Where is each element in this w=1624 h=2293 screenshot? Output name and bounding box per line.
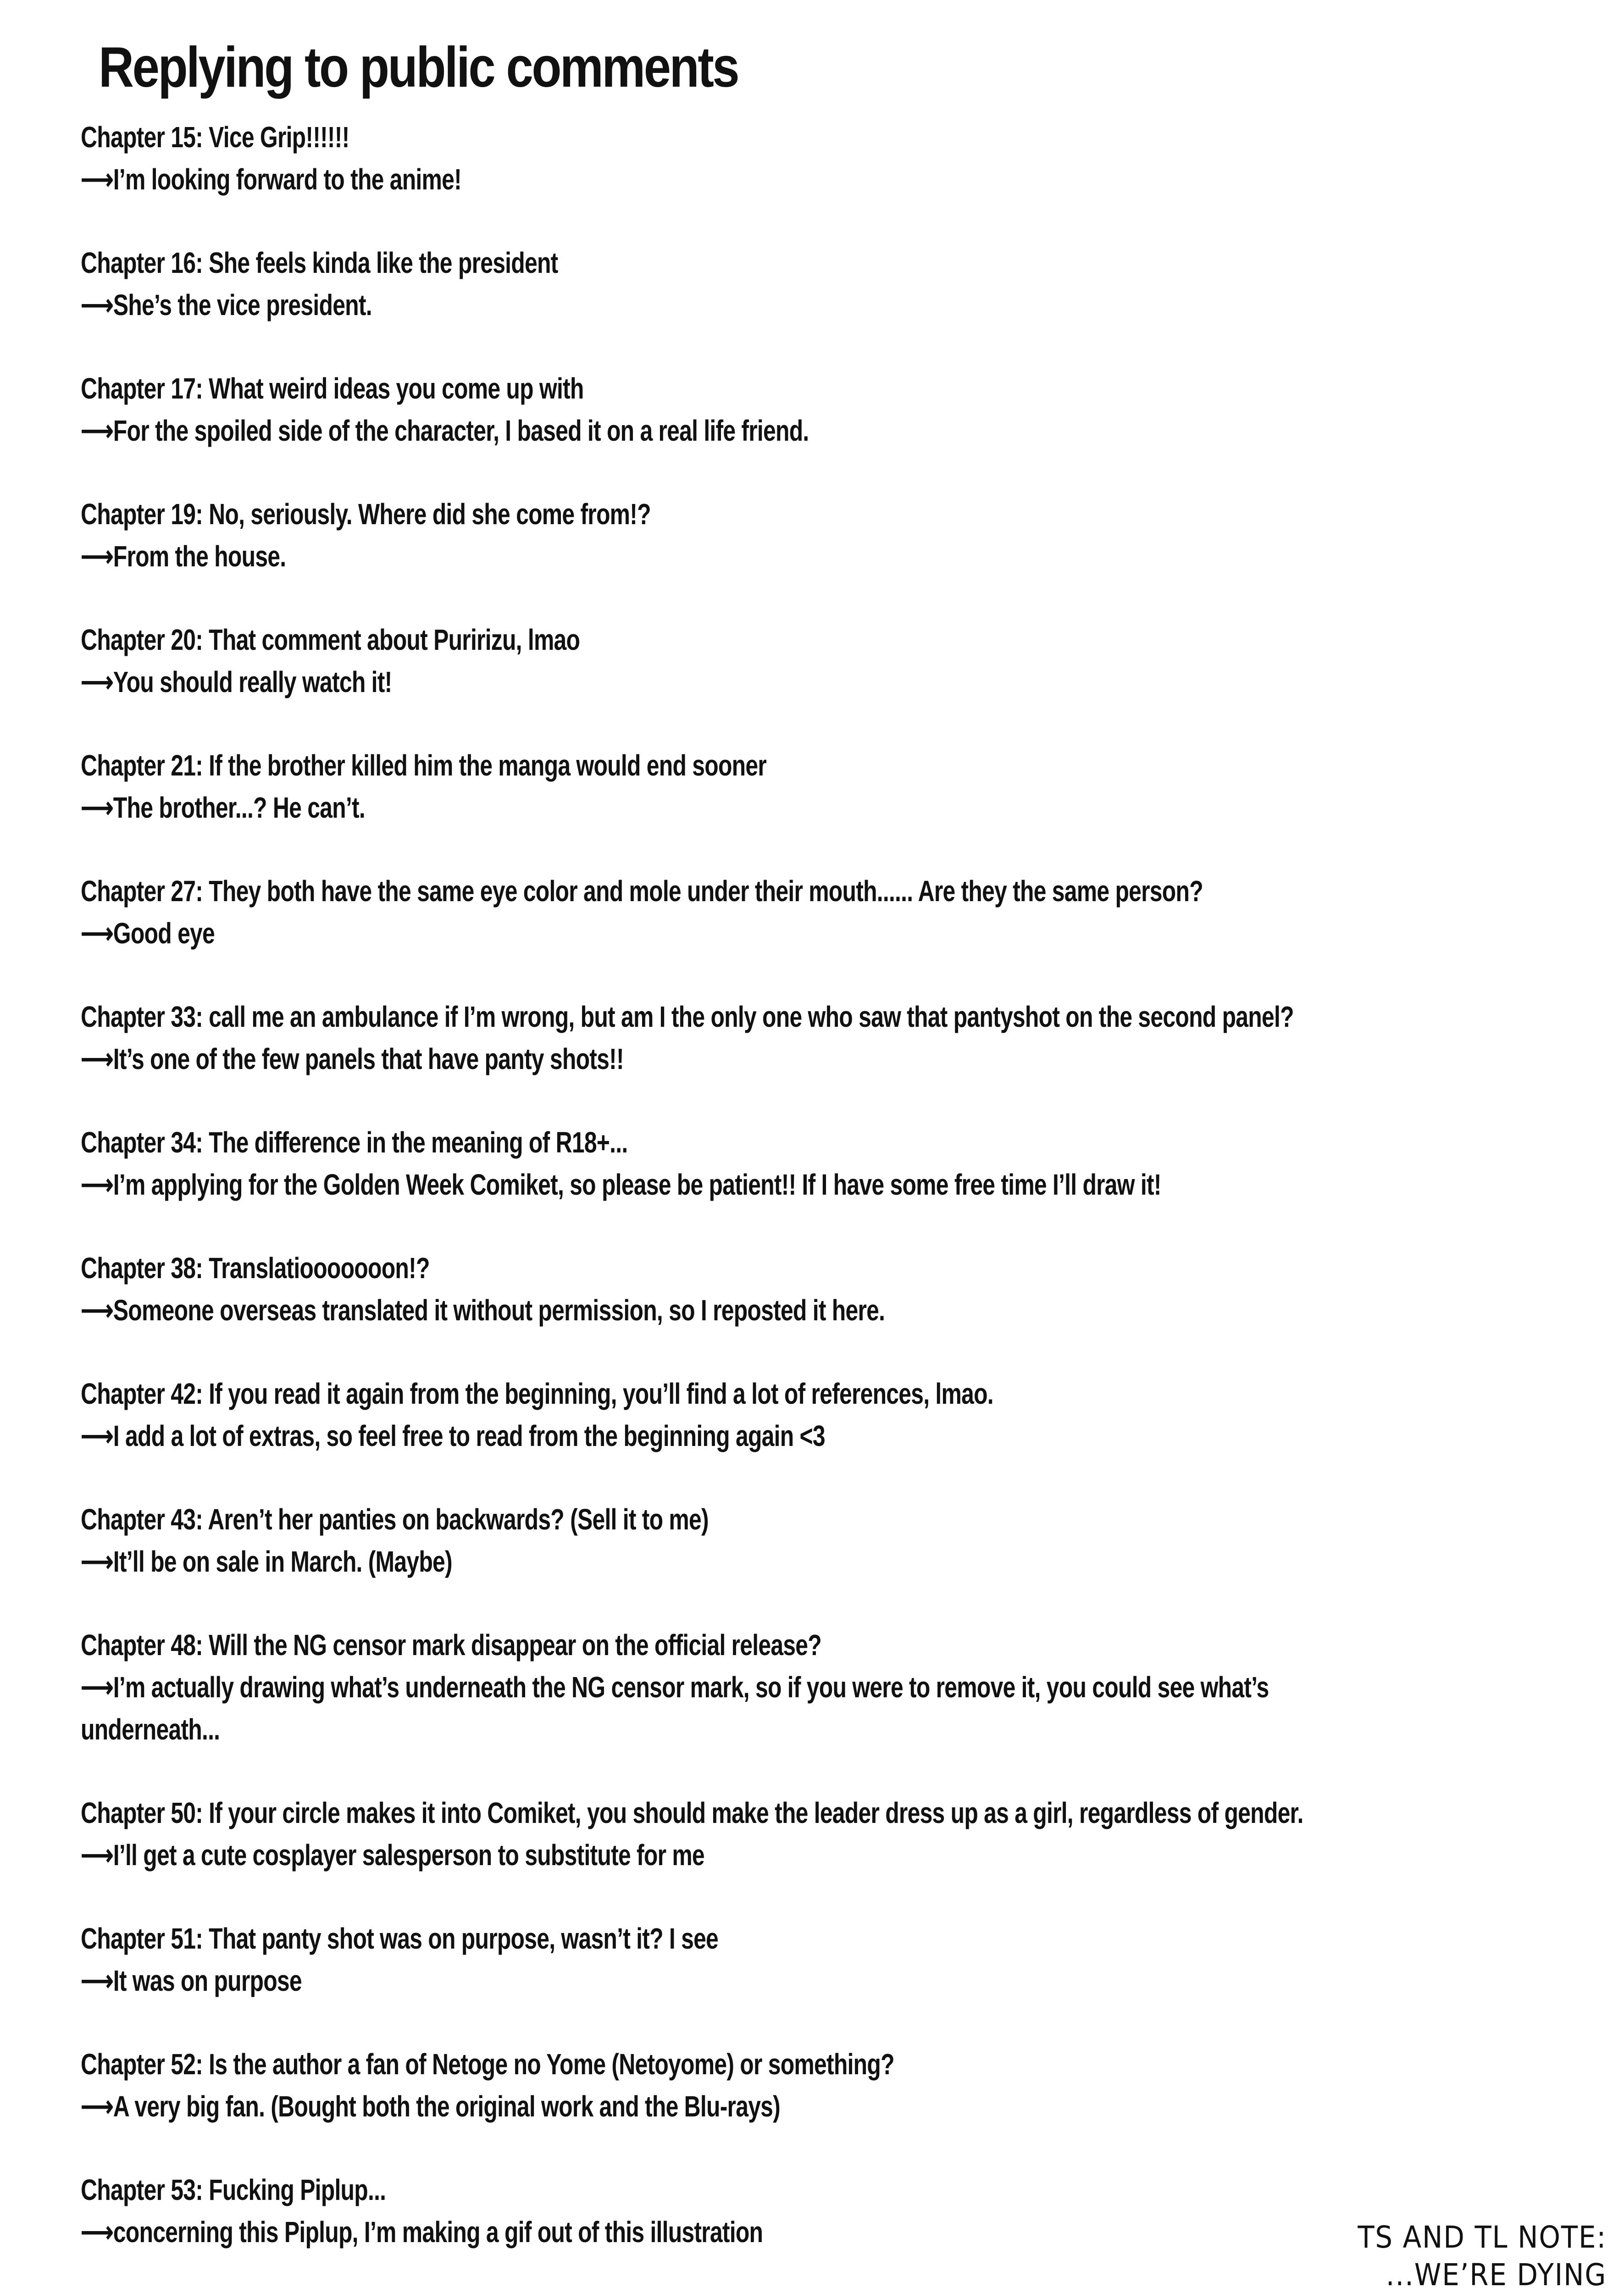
arrow-icon: ⟶ bbox=[81, 414, 113, 447]
arrow-icon: ⟶ bbox=[81, 163, 113, 196]
comment-entry bbox=[81, 493, 1386, 577]
comment-question: Chapter 15: Vice Grip!!!!!! bbox=[81, 121, 349, 154]
comment-entry bbox=[81, 1624, 1386, 1750]
comment-question: Chapter 52: Is the author a fan of Netoge no Yome (Netoyome) or something? bbox=[81, 2048, 894, 2081]
comment-question: Chapter 34: The difference in the meaning of R18+... bbox=[81, 1126, 628, 1159]
comment-answer bbox=[81, 1289, 1386, 1331]
comment-entry bbox=[81, 116, 1386, 200]
comment-entry bbox=[81, 870, 1386, 954]
comment-question: Chapter 48: Will the NG censor mark disappear on the official release? bbox=[81, 1628, 821, 1662]
comment-entry bbox=[81, 2169, 1386, 2253]
comment-answer bbox=[81, 1163, 1386, 1206]
comment-answer-text: It’ll be on sale in March. (Maybe) bbox=[113, 1545, 452, 1578]
comment-answer-text: I’m actually drawing what’s underneath the NG censor mark, so if you were to remove it, you could see what’s underneath... bbox=[81, 1671, 1275, 1746]
comment-answer bbox=[81, 786, 1386, 829]
translator-note-line-2: ...WE’RE DYING bbox=[1386, 2257, 1607, 2293]
comment-answer-text: A very big fan. (Bought both the original work and the Blu-rays) bbox=[113, 2090, 780, 2123]
arrow-icon: ⟶ bbox=[81, 540, 113, 573]
comment-entry bbox=[81, 1373, 1386, 1457]
translator-note-line-1: TS AND TL NOTE: bbox=[1358, 2220, 1607, 2255]
comment-answer-text: It’s one of the few panels that have panty shots!! bbox=[113, 1042, 624, 1075]
comment-answer bbox=[81, 158, 1386, 200]
arrow-icon: ⟶ bbox=[81, 1294, 113, 1327]
comment-answer-text: From the house. bbox=[113, 540, 286, 573]
comment-entry bbox=[81, 1792, 1386, 1876]
comment-answer-text: I add a lot of extras, so feel free to read from the beginning again <3 bbox=[113, 1419, 825, 1452]
comment-answer bbox=[81, 1960, 1386, 2002]
arrow-icon: ⟶ bbox=[81, 1839, 113, 1872]
comment-entry bbox=[81, 1247, 1386, 1331]
comment-question: Chapter 16: She feels kinda like the president bbox=[81, 246, 558, 279]
comment-answer bbox=[81, 912, 1386, 954]
comment-answer-text: The brother...? He can’t. bbox=[113, 791, 365, 824]
comment-answer-text: It was on purpose bbox=[113, 1964, 302, 1997]
comment-question: Chapter 42: If you read it again from the beginning, you’ll find a lot of references, lmao. bbox=[81, 1377, 993, 1410]
arrow-icon: ⟶ bbox=[81, 1168, 113, 1201]
comment-answer bbox=[81, 1540, 1386, 1583]
comment-answer-text: You should really watch it! bbox=[113, 665, 392, 698]
comment-entry bbox=[81, 1121, 1386, 1206]
arrow-icon: ⟶ bbox=[81, 1042, 113, 1075]
arrow-icon: ⟶ bbox=[81, 1964, 113, 1997]
comment-answer-text: I’m applying for the Golden Week Comiket, so please be patient!! If I have some free time I’ll draw it! bbox=[113, 1168, 1161, 1201]
comment-answer-text: Someone overseas translated it without permission, so I reposted it here. bbox=[113, 1294, 885, 1327]
comment-answer bbox=[81, 2085, 1386, 2127]
comment-entry bbox=[81, 1498, 1386, 1583]
comment-entry bbox=[81, 2043, 1386, 2127]
comment-answer bbox=[81, 2211, 1386, 2253]
comment-answer bbox=[81, 1834, 1386, 1876]
arrow-icon: ⟶ bbox=[81, 665, 113, 698]
comment-entry bbox=[81, 744, 1386, 829]
page-title: Replying to public comments bbox=[99, 36, 738, 99]
comment-answer bbox=[81, 535, 1386, 577]
arrow-icon: ⟶ bbox=[81, 2090, 113, 2123]
comment-question: Chapter 50: If your circle makes it into Comiket, you should make the leader dress up as a girl, regardless of gender. bbox=[81, 1796, 1303, 1829]
comment-entry bbox=[81, 242, 1386, 326]
arrow-icon: ⟶ bbox=[81, 2215, 113, 2249]
comment-question: Chapter 51: That panty shot was on purpose, wasn’t it? I see bbox=[81, 1922, 719, 1955]
comment-answer bbox=[81, 661, 1386, 703]
comment-answer bbox=[81, 410, 1386, 452]
comment-list bbox=[81, 116, 1411, 2293]
comment-answer bbox=[81, 1038, 1386, 1080]
comment-answer-text: She’s the vice president. bbox=[113, 288, 372, 321]
comment-question: Chapter 27: They both have the same eye color and mole under their mouth...... Are they the same person? bbox=[81, 875, 1203, 908]
arrow-icon: ⟶ bbox=[81, 1671, 113, 1704]
arrow-icon: ⟶ bbox=[81, 791, 113, 824]
comment-entry bbox=[81, 619, 1386, 703]
comment-answer-text: Good eye bbox=[113, 917, 215, 950]
comment-entry bbox=[81, 367, 1386, 452]
comment-question: Chapter 43: Aren’t her panties on backwards? (Sell it to me) bbox=[81, 1503, 709, 1536]
arrow-icon: ⟶ bbox=[81, 288, 113, 321]
comment-answer bbox=[81, 284, 1386, 326]
comment-question: Chapter 38: Translatiooooooon!? bbox=[81, 1252, 430, 1285]
comment-question: Chapter 21: If the brother killed him the manga would end sooner bbox=[81, 749, 767, 782]
comment-question: Chapter 33: call me an ambulance if I’m wrong, but am I the only one who saw that pantyshot on the second panel? bbox=[81, 1000, 1294, 1033]
comment-question: Chapter 17: What weird ideas you come up with bbox=[81, 372, 584, 405]
comment-entry bbox=[81, 996, 1386, 1080]
comment-answer-text: I’m looking forward to the anime! bbox=[113, 163, 461, 196]
arrow-icon: ⟶ bbox=[81, 1419, 113, 1452]
comment-answer-text: concerning this Piplup, I’m making a gif out of this illustration bbox=[113, 2215, 763, 2249]
comment-entry bbox=[81, 1917, 1386, 2002]
arrow-icon: ⟶ bbox=[81, 1545, 113, 1578]
comment-answer-text: I’ll get a cute cosplayer salesperson to substitute for me bbox=[113, 1839, 704, 1872]
comment-question: Chapter 20: That comment about Puririzu, lmao bbox=[81, 623, 580, 656]
translator-note bbox=[1358, 2219, 1607, 2293]
comment-question: Chapter 53: Fucking Piplup... bbox=[81, 2173, 386, 2206]
comment-answer bbox=[81, 1415, 1386, 1457]
comment-answer bbox=[81, 1666, 1354, 1750]
comment-question: Chapter 19: No, seriously. Where did she come from!? bbox=[81, 498, 651, 531]
comment-answer-text: For the spoiled side of the character, I based it on a real life friend. bbox=[113, 414, 809, 447]
arrow-icon: ⟶ bbox=[81, 917, 113, 950]
